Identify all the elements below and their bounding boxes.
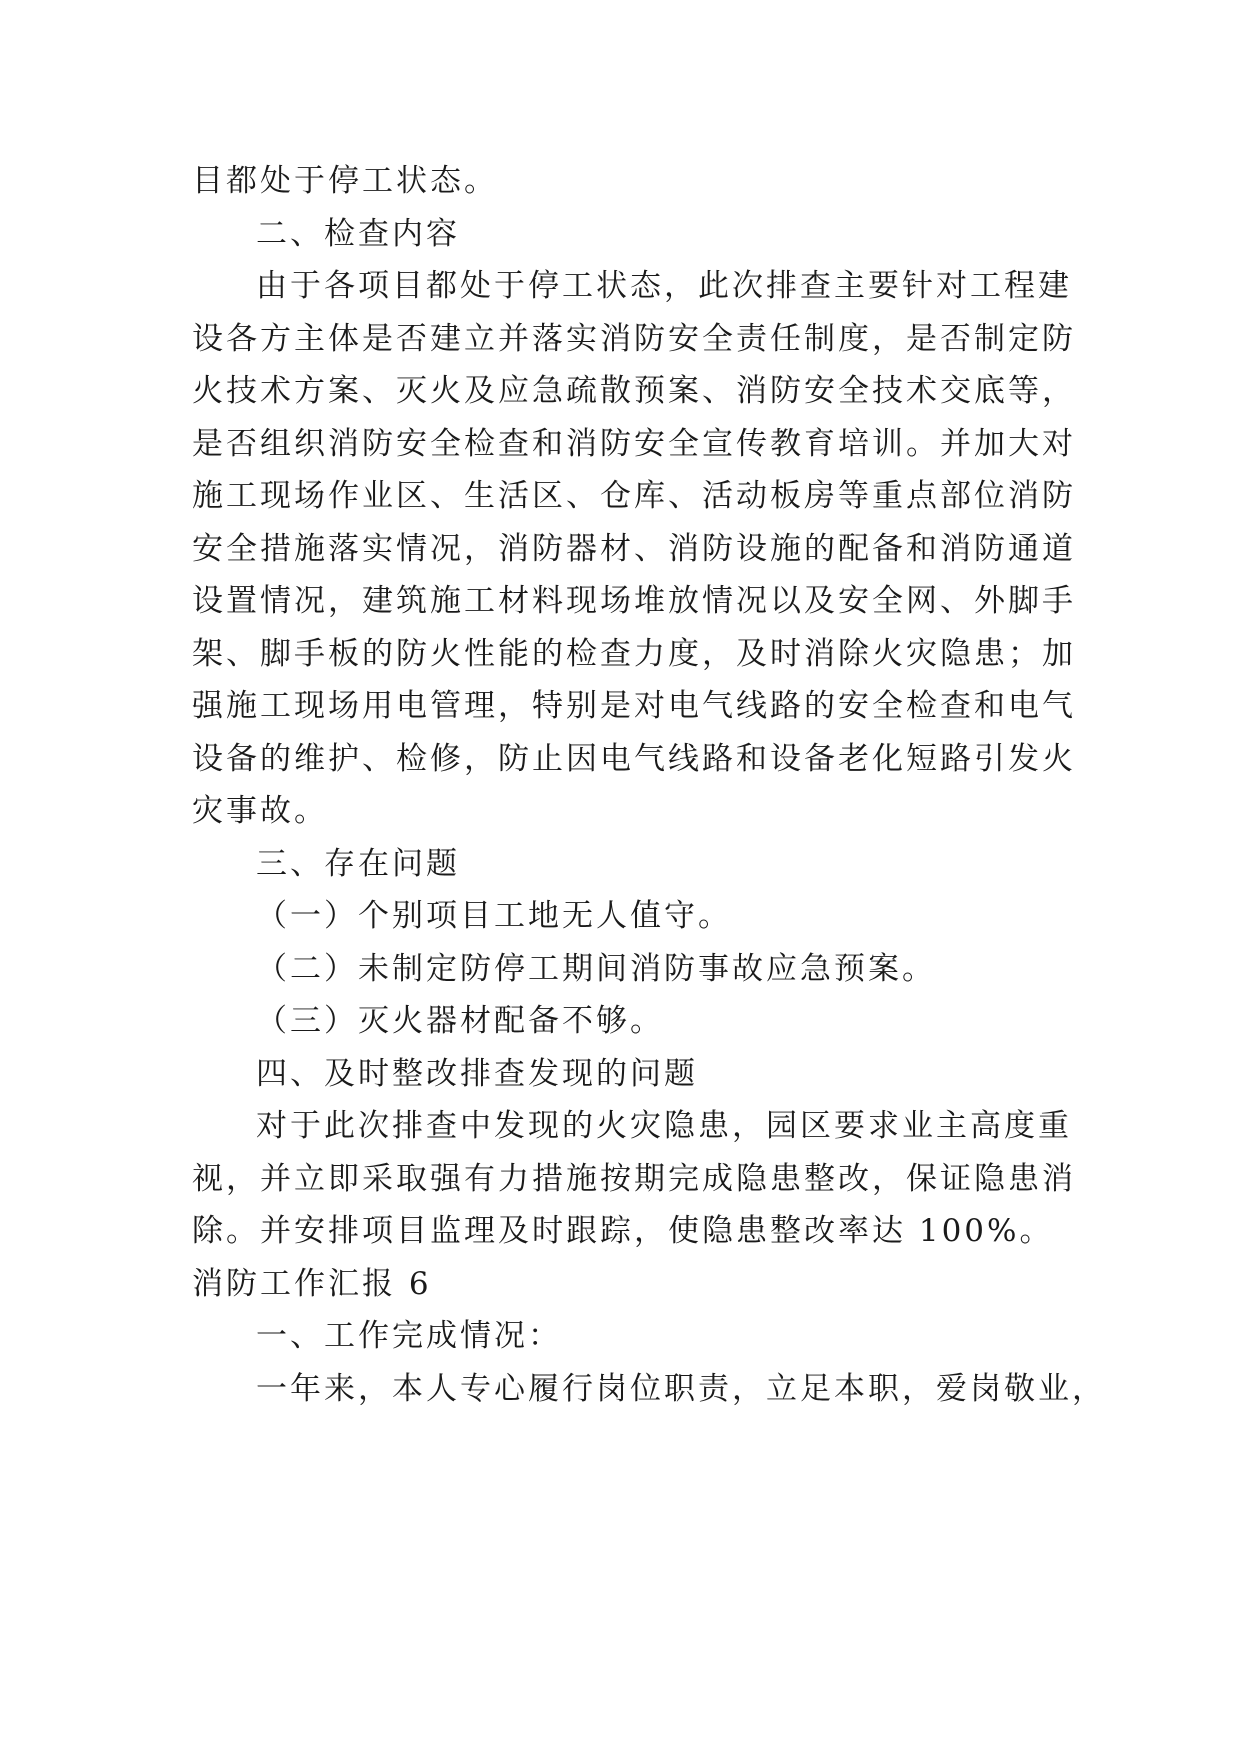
section-heading-rectification: 四、及时整改排查发现的问题: [256, 1055, 698, 1092]
paragraph-line: 对于此次排查中发现的火灾隐患，园区要求业主高度重: [256, 1108, 1072, 1144]
paragraph-line: 除。并安排项目监理及时跟踪，使隐患整改率达 100%。: [192, 1213, 1054, 1249]
section-heading-inspection-content: 二、检查内容: [256, 215, 460, 252]
paragraph-line: 安全措施落实情况，消防器材、消防设施的配备和消防通道: [192, 530, 1076, 567]
list-item: （一）个别项目工地无人值守。: [256, 898, 732, 934]
paragraph-line: 设各方主体是否建立并落实消防安全责任制度，是否制定防: [192, 320, 1076, 357]
paragraph-line: 架、脚手板的防火性能的检查力度，及时消除火灾隐患；加: [192, 635, 1076, 672]
section-heading-work-completion: 一、工作完成情况：: [256, 1318, 562, 1354]
paragraph-line: 火技术方案、灭火及应急疏散预案、消防安全技术交底等，: [192, 373, 1076, 409]
list-item: （二）未制定防停工期间消防事故应急预案。: [256, 950, 936, 987]
paragraph-line: 设置情况，建筑施工材料现场堆放情况以及安全网、外脚手: [192, 583, 1076, 619]
paragraph-line: 视，并立即采取强有力措施按期完成隐患整改，保证隐患消: [192, 1160, 1076, 1197]
paragraph-line: 灾事故。: [192, 793, 328, 829]
paragraph-line: 施工现场作业区、生活区、仓库、活动板房等重点部位消防: [192, 478, 1076, 514]
document-body: [192, 155, 1106, 1415]
paragraph-line: 是否组织消防安全检查和消防安全宣传教育培训。并加大对: [192, 425, 1076, 462]
paragraph-line: 设备的维护、检修，防止因电气线路和设备老化短路引发火: [192, 740, 1076, 777]
section-heading-existing-problems: 三、存在问题: [256, 845, 460, 882]
paragraph-line: 强施工现场用电管理，特别是对电气线路的安全检查和电气: [192, 688, 1076, 724]
paragraph-line: 一年来，本人专心履行岗位职责，立足本职，爱岗敬业，: [256, 1370, 1106, 1407]
paragraph-line: 由于各项目都处于停工状态，此次排查主要针对工程建: [256, 268, 1072, 304]
list-item: （三）灭火器材配备不够。: [256, 1003, 664, 1039]
report-title: 消防工作汇报 6: [192, 1265, 432, 1302]
paragraph-line: 目都处于停工状态。: [192, 163, 498, 199]
